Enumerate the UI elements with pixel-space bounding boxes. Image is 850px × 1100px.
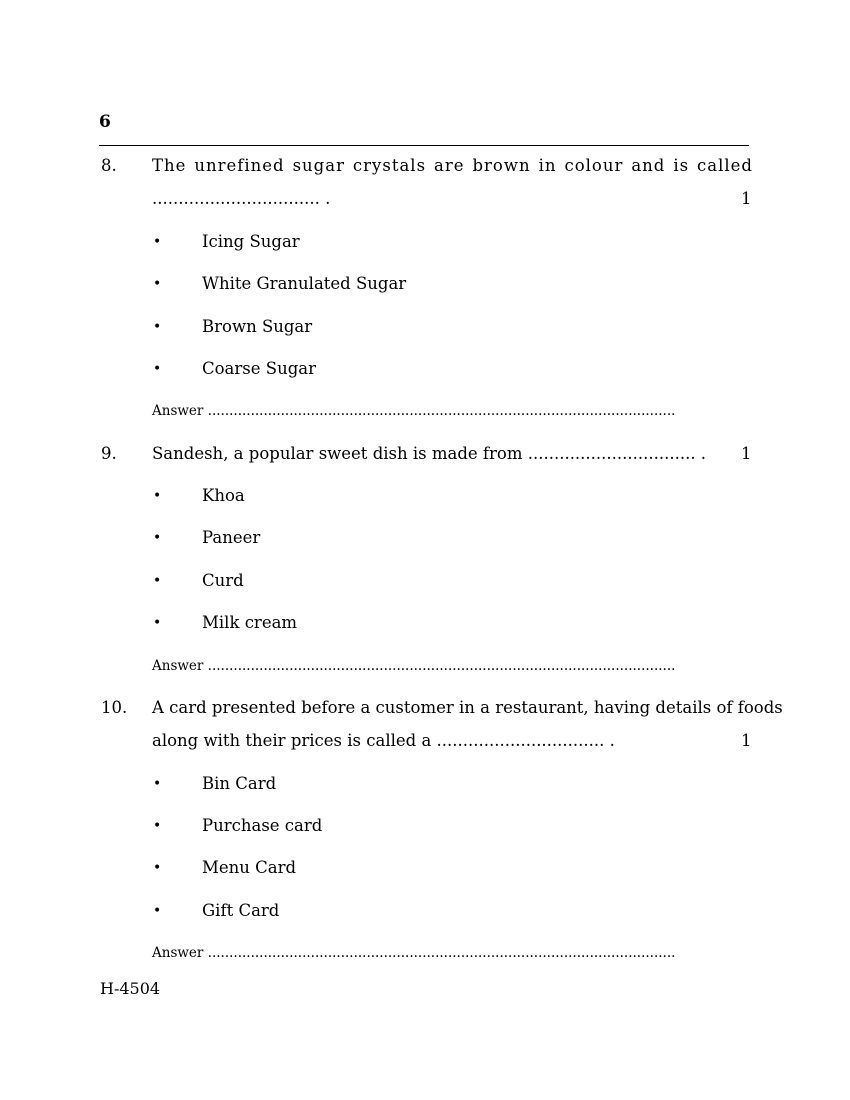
question-8-text: The unrefined sugar crystals are brown in colour and is called (152, 156, 753, 175)
question-9-option-3: Curd (202, 571, 244, 590)
question-10-text-line-2: along with their prices is called a ................................ . (152, 731, 615, 750)
question-9-text: Sandesh, a popular sweet dish is made from ................................ . (152, 444, 707, 463)
question-10-number: 10. (101, 698, 128, 717)
paper-code: H-4504 (100, 979, 161, 998)
question-9-number: 9. (101, 444, 117, 463)
question-8-option-2: White Granulated Sugar (202, 274, 407, 293)
question-10-option-4: Gift Card (202, 901, 280, 920)
question-8-number: 8. (101, 156, 117, 175)
question-8-option-3: Brown Sugar (202, 317, 313, 336)
header-rule (99, 145, 749, 146)
question-9-option-4: Milk cream (202, 613, 298, 632)
question-10-option-3: Menu Card (202, 858, 297, 877)
question-10-option-2: Purchase card (202, 816, 323, 835)
bullet: • (153, 530, 162, 546)
question-9-option-1: Khoa (202, 486, 245, 505)
bullet: • (153, 361, 162, 377)
question-9-answer-line: Answer ............................................................................................................. (152, 658, 676, 674)
bullet: • (153, 319, 162, 335)
bullet: • (153, 488, 162, 504)
question-8-blank: ................................ . (152, 189, 331, 208)
bullet: • (153, 276, 162, 292)
question-8-option-4: Coarse Sugar (202, 359, 316, 378)
question-9-option-2: Paneer (202, 528, 261, 547)
page-number: 6 (99, 112, 111, 132)
question-10-text: A card presented before a customer in a restaurant, having details of foods (152, 698, 783, 717)
question-8-option-1: Icing Sugar (202, 232, 300, 251)
bullet: • (153, 573, 162, 589)
bullet: • (153, 903, 162, 919)
question-10-answer-line: Answer ............................................................................................................. (152, 945, 676, 961)
bullet: • (153, 860, 162, 876)
bullet: • (153, 818, 162, 834)
bullet: • (153, 776, 162, 792)
question-8-answer-line: Answer ............................................................................................................. (152, 403, 676, 419)
question-8-marks: 1 (741, 189, 752, 208)
question-10-option-1: Bin Card (202, 774, 277, 793)
bullet: • (153, 234, 162, 250)
question-9-marks: 1 (741, 444, 752, 463)
question-10-marks: 1 (741, 731, 752, 750)
bullet: • (153, 615, 162, 631)
